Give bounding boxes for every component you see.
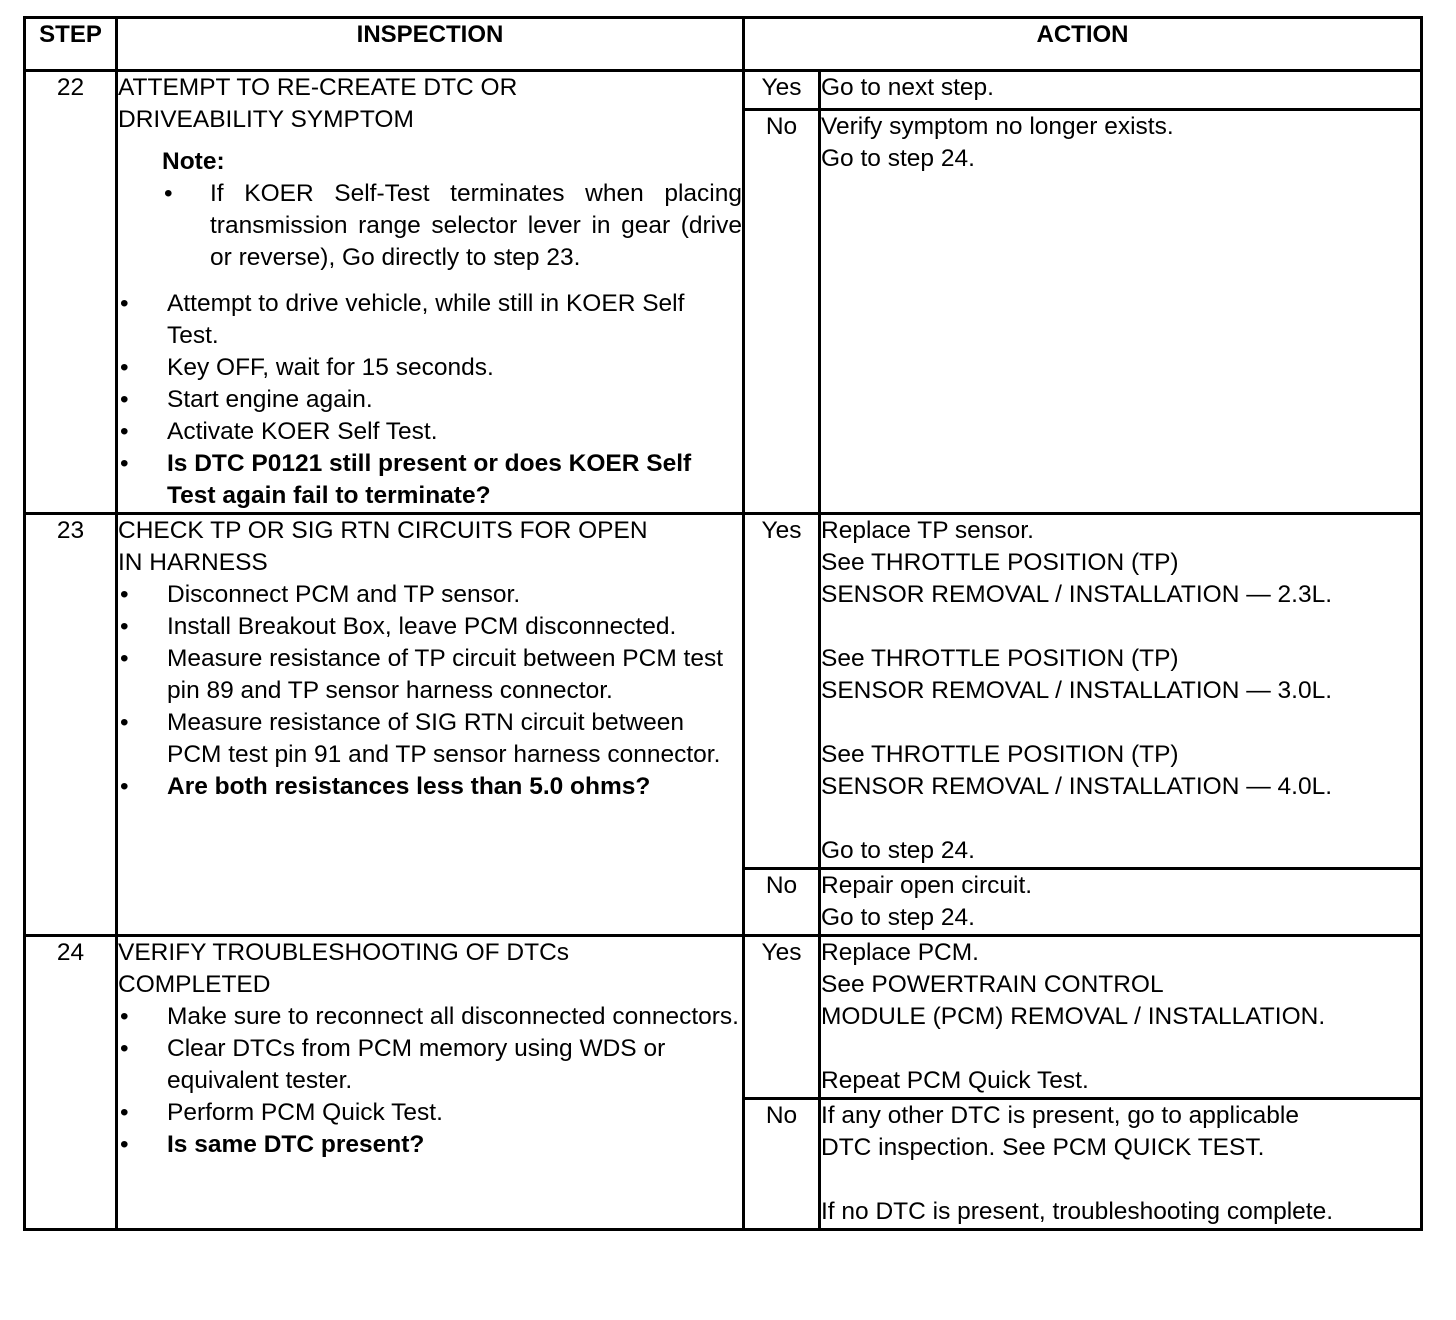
step-22-yes-row bbox=[25, 71, 1422, 110]
inspection-title-line: ATTEMPT TO RE-CREATE DTC OR bbox=[118, 74, 518, 101]
action-gap bbox=[821, 707, 1420, 739]
note-text: If KOER Self-Test terminates when placing transmission range selector lever in gear (drive or reverse), Go directly to step 23. bbox=[210, 180, 742, 271]
step-24-inspection bbox=[117, 936, 744, 1230]
action-line: Go to step 24. bbox=[821, 904, 975, 931]
no-action bbox=[820, 869, 1422, 936]
bullet-question: • Are both resistances less than 5.0 ohms? bbox=[118, 771, 742, 803]
bullet-question: • Is DTC P0121 still present or does KOER Self Test again fail to terminate? bbox=[120, 450, 692, 509]
bullet-dot: • bbox=[120, 1003, 129, 1030]
bullet-item: • Attempt to drive vehicle, while still in KOER Self Test. bbox=[120, 290, 685, 349]
bullet-dot: • bbox=[164, 180, 173, 207]
bullet-item: • Key OFF, wait for 15 seconds. bbox=[118, 352, 742, 384]
action-line: Go to next step. bbox=[821, 74, 994, 101]
action-line: Go to step 24. bbox=[821, 145, 975, 172]
bullet-dot: • bbox=[120, 418, 129, 445]
step-24-yes-row bbox=[25, 936, 1422, 1099]
no-label: No bbox=[744, 110, 820, 514]
bullet-dot: • bbox=[120, 1035, 129, 1062]
note-item bbox=[162, 178, 742, 274]
inspection-title-line: IN HARNESS bbox=[118, 549, 268, 576]
bullet-item: • Make sure to reconnect all disconnected connectors. bbox=[118, 1001, 742, 1033]
bullet-item: • Measure resistance of TP circuit between PCM test pin 89 and TP sensor harness connector. bbox=[120, 645, 724, 704]
action-gap bbox=[821, 611, 1420, 643]
inspection-title-line: COMPLETED bbox=[118, 971, 271, 998]
step-23-yes-row bbox=[25, 514, 1422, 869]
inspection-bullets bbox=[118, 579, 742, 803]
yes-action bbox=[820, 71, 1422, 110]
bullet-item: • Perform PCM Quick Test. bbox=[118, 1097, 742, 1129]
yes-action bbox=[820, 936, 1422, 1099]
action-line: Verify symptom no longer exists. bbox=[821, 113, 1174, 140]
action-line: See POWERTRAIN CONTROL bbox=[821, 971, 1164, 998]
action-line: If any other DTC is present, go to applicable bbox=[821, 1102, 1300, 1129]
bullet-item: • Disconnect PCM and TP sensor. bbox=[118, 579, 742, 611]
action-line: SENSOR REMOVAL / INSTALLATION — 4.0L. bbox=[821, 773, 1333, 800]
action-line: DTC inspection. See PCM QUICK TEST. bbox=[821, 1134, 1265, 1161]
bullet-dot: • bbox=[120, 450, 129, 477]
bullet-item: • Install Breakout Box, leave PCM disconnected. bbox=[118, 611, 742, 643]
action-line: Repair open circuit. bbox=[821, 872, 1033, 899]
bullet-item: • Activate KOER Self Test. bbox=[118, 416, 742, 448]
bullet-dot: • bbox=[120, 645, 129, 672]
no-label: No bbox=[744, 1099, 820, 1230]
note-block bbox=[162, 146, 742, 274]
step-22-inspection bbox=[117, 71, 744, 514]
bullet-item: • Start engine again. bbox=[118, 384, 742, 416]
inspection-title-line: DRIVEABILITY SYMPTOM bbox=[118, 106, 414, 133]
action-line: SENSOR REMOVAL / INSTALLATION — 2.3L. bbox=[821, 581, 1333, 608]
note-label: Note: bbox=[162, 148, 225, 175]
bullet-dot: • bbox=[120, 290, 129, 317]
action-line: SENSOR REMOVAL / INSTALLATION — 3.0L. bbox=[821, 677, 1333, 704]
yes-label: Yes bbox=[744, 514, 820, 869]
action-line: Repeat PCM Quick Test. bbox=[821, 1067, 1089, 1094]
note-list bbox=[162, 178, 742, 274]
action-line: If no DTC is present, troubleshooting complete. bbox=[821, 1198, 1334, 1225]
bullet-dot: • bbox=[120, 386, 129, 413]
step-23-inspection bbox=[117, 514, 744, 936]
yes-label: Yes bbox=[744, 71, 820, 110]
step-number: 23 bbox=[25, 514, 117, 936]
bullet-dot: • bbox=[120, 613, 129, 640]
action-line: Go to step 24. bbox=[821, 837, 975, 864]
step-number: 24 bbox=[25, 936, 117, 1230]
bullet-dot: • bbox=[120, 709, 129, 736]
bullet-dot: • bbox=[120, 1131, 129, 1158]
bullet-item: • Measure resistance of SIG RTN circuit between PCM test pin 91 and TP sensor harness connector. bbox=[120, 709, 721, 768]
inspection-bullets bbox=[118, 1001, 742, 1161]
action-line: See THROTTLE POSITION (TP) bbox=[821, 645, 1179, 672]
yes-label: Yes bbox=[744, 936, 820, 1099]
step-number: 22 bbox=[25, 71, 117, 514]
bullet-dot: • bbox=[120, 581, 129, 608]
action-line: See THROTTLE POSITION (TP) bbox=[821, 741, 1179, 768]
action-line: Replace PCM. bbox=[821, 939, 979, 966]
inspection-header: INSPECTION bbox=[117, 18, 744, 71]
bullet-item: • Clear DTCs from PCM memory using WDS or equivalent tester. bbox=[120, 1035, 666, 1094]
action-line: MODULE (PCM) REMOVAL / INSTALLATION. bbox=[821, 1003, 1326, 1030]
action-line: See THROTTLE POSITION (TP) bbox=[821, 549, 1179, 576]
action-header: ACTION bbox=[744, 18, 1422, 71]
diagnostic-table bbox=[23, 16, 1423, 1231]
header-row bbox=[25, 18, 1422, 71]
inspection-title-line: CHECK TP OR SIG RTN CIRCUITS FOR OPEN bbox=[118, 517, 648, 544]
step-header: STEP bbox=[25, 18, 117, 71]
action-gap bbox=[821, 1033, 1420, 1065]
action-line: Replace TP sensor. bbox=[821, 517, 1034, 544]
bullet-dot: • bbox=[120, 354, 129, 381]
inspection-bullets bbox=[118, 288, 742, 512]
bullet-dot: • bbox=[120, 1099, 129, 1126]
bullet-question: • Is same DTC present? bbox=[118, 1129, 742, 1161]
yes-action bbox=[820, 514, 1422, 869]
bullet-dot: • bbox=[120, 773, 129, 800]
no-label: No bbox=[744, 869, 820, 936]
action-gap bbox=[821, 803, 1420, 835]
no-action bbox=[820, 110, 1422, 514]
inspection-title-line: VERIFY TROUBLESHOOTING OF DTCs bbox=[118, 939, 570, 966]
no-action bbox=[820, 1099, 1422, 1230]
action-gap bbox=[821, 1164, 1420, 1196]
